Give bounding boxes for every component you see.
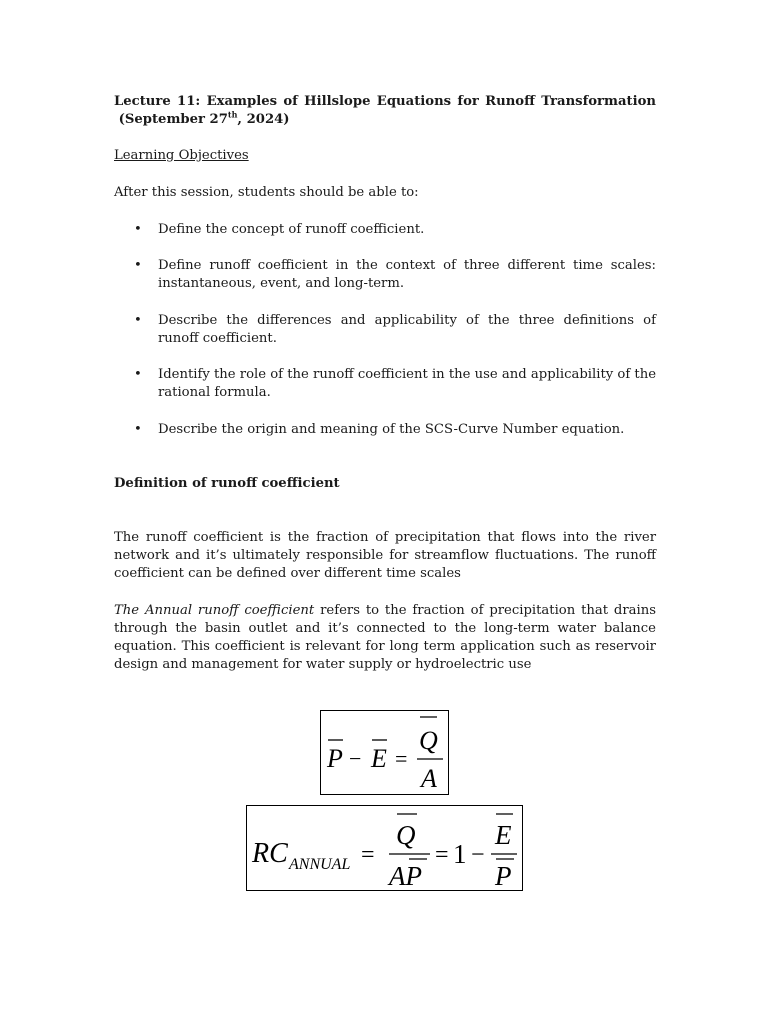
eq1-minus: − [349,746,362,771]
eq1-p: P [327,744,343,773]
bullet: • [134,222,142,237]
eq2-q: Q [396,820,416,850]
objective-text: Describe the differences and applicability of the three definitions of runoff coefficient. [158,313,656,346]
objective-text: Describe the origin and meaning of the SCS-Curve Number equation. [158,422,625,437]
eq2-e: E [495,820,512,850]
lecture-title [114,93,656,129]
italic-lead: The Annual runoff coefficient [114,603,315,618]
paragraph-rest: refers to the fraction of precipitation that drains through the basin outlet and it’s connected to the long-term water balance equation. This coefficient is relevant for long term application such as reservoir design and management for water supply or hydroelectric use [114,603,657,672]
objective-text: Identify the role of the runoff coefficient in the use and applicability of the rational formula. [158,367,656,400]
eq2-equals2: = [435,842,449,868]
section-heading: Definition of runoff coefficient [114,476,340,491]
objective-item [114,366,656,402]
bullet: • [134,258,142,273]
eq2-equals: = [361,842,375,868]
eq1-a: A [421,764,437,793]
title-date [114,109,290,127]
title-date-sup: th [227,109,238,120]
eq1-e: E [371,744,387,773]
eq2-p: P [495,861,512,890]
water-balance-equation [320,710,449,795]
objective-text: Define the concept of runoff coefficient. [158,222,425,237]
title-line: Lecture 11: Examples of Hillslope Equations for Runoff Transformation [114,94,656,109]
title-date-open: (September 27 [118,112,228,127]
intro-text: After this session, students should be able to: [114,185,419,200]
eq1-equals: = [395,746,408,771]
paragraph-annual-runoff [114,602,656,674]
objective-item [114,257,656,293]
annual-runoff-coefficient-equation [246,805,523,891]
objective-item [114,312,656,348]
eq2-subscript: ANNUAL [289,856,351,873]
eq2-ap: AP [389,861,422,890]
paragraph-runoff-coefficient: The runoff coefficient is the fraction of precipitation that flows into the river network and it’s ultimately responsible for streamflow fluctuations. The runoff coefficient can be defined over different time scales [114,530,656,581]
bullet: • [134,422,142,437]
objective-item [114,221,656,239]
bullet: • [134,367,142,382]
title-date-close: , 2024) [237,112,290,127]
eq2-rc: RC [252,838,288,869]
eq2-one: 1 [453,839,467,869]
eq2-minus: − [471,842,485,868]
bullet: • [134,313,142,328]
objective-item [114,421,656,439]
objective-text: Define runoff coefficient in the context of three different time scales: instantaneous, event, and long-term. [158,258,656,291]
eq1-q: Q [419,726,438,755]
learning-objectives-heading: Learning Objectives [114,148,249,163]
